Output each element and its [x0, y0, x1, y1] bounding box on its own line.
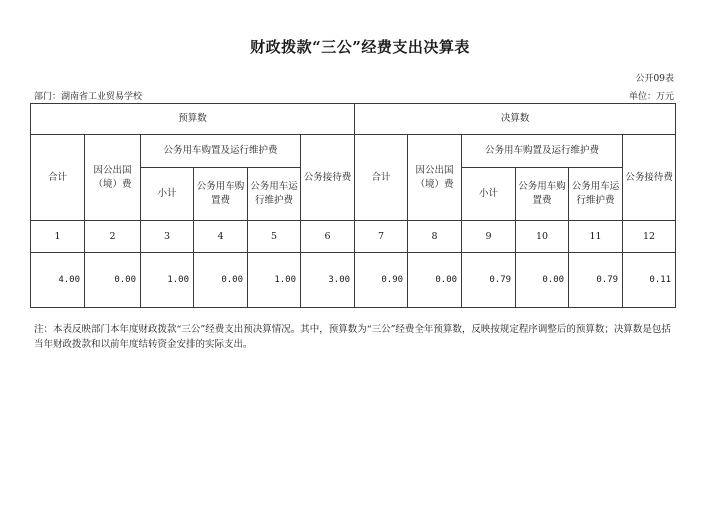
budget-group-header: 预算数: [31, 104, 355, 135]
budget-reception-value: 3.00: [301, 253, 355, 308]
final-total-header: 合计: [355, 135, 408, 221]
col-number: 9: [462, 221, 516, 253]
budget-abroad-value: 0.00: [85, 253, 141, 308]
final-vehicle-purchase-value: 0.00: [516, 253, 569, 308]
value-row: [31, 253, 676, 308]
col-number: 4: [194, 221, 248, 253]
final-vehicle-operation-value: 0.79: [569, 253, 623, 308]
col-number: 3: [141, 221, 194, 253]
budget-abroad-header: 因公出国（境）费: [85, 135, 141, 221]
col-number: 10: [516, 221, 569, 253]
final-abroad-header: 因公出国（境）费: [408, 135, 462, 221]
unit-label: 单位：万元: [628, 92, 674, 102]
col-number: 5: [248, 221, 301, 253]
final-vehicle-purchase-header: 公务用车购置费: [516, 168, 569, 221]
column-number-row: [31, 221, 676, 253]
col-number: 8: [408, 221, 462, 253]
department-label: 部门：湖南省工业贸易学校: [34, 92, 143, 102]
col-number: 6: [301, 221, 355, 253]
col-number: 12: [623, 221, 676, 253]
col-number: 7: [355, 221, 408, 253]
final-vehicle-operation-header: 公务用车运行维护费: [569, 168, 623, 221]
budget-reception-header: 公务接待费: [301, 135, 355, 221]
final-reception-value: 0.11: [623, 253, 676, 308]
group-header-row: [31, 104, 676, 135]
final-total-value: 0.90: [355, 253, 408, 308]
final-group-header: 决算数: [355, 104, 676, 135]
final-abroad-value: 0.00: [408, 253, 462, 308]
final-subtotal-header: 小计: [462, 168, 516, 221]
footnote: 注：本表反映部门本年度财政拨款“三公”经费支出预决算情况。其中，预算数为“三公”经费全年预算数，反映按规定程序调整后的预算数；决算数是包括当年财政拨款和以前年度结转资金安排的实际支出。: [34, 324, 671, 350]
meta-row: [34, 89, 674, 101]
page-title: 财政拨款“三公”经费支出决算表: [250, 38, 470, 56]
budget-vehicle-subtotal-value: 1.00: [141, 253, 194, 308]
form-code: 公开09表: [635, 74, 674, 84]
budget-vehicle-operation-value: 1.00: [248, 253, 301, 308]
budget-total-value: 4.00: [31, 253, 85, 308]
final-vehicle-header: 公务用车购置及运行维护费: [462, 135, 623, 168]
budget-subtotal-header: 小计: [141, 168, 194, 221]
budget-vehicle-purchase-value: 0.00: [194, 253, 248, 308]
col-number: 2: [85, 221, 141, 253]
budget-vehicle-operation-header: 公务用车运行维护费: [248, 168, 301, 221]
col-number: 1: [31, 221, 85, 253]
final-reception-header: 公务接待费: [623, 135, 676, 221]
final-vehicle-subtotal-value: 0.79: [462, 253, 516, 308]
three-public-expenses-table: [30, 103, 676, 308]
budget-vehicle-purchase-header: 公务用车购置费: [194, 168, 248, 221]
column-header-row: [31, 135, 676, 168]
budget-total-header: 合计: [31, 135, 85, 221]
budget-vehicle-header: 公务用车购置及运行维护费: [141, 135, 301, 168]
col-number: 11: [569, 221, 623, 253]
